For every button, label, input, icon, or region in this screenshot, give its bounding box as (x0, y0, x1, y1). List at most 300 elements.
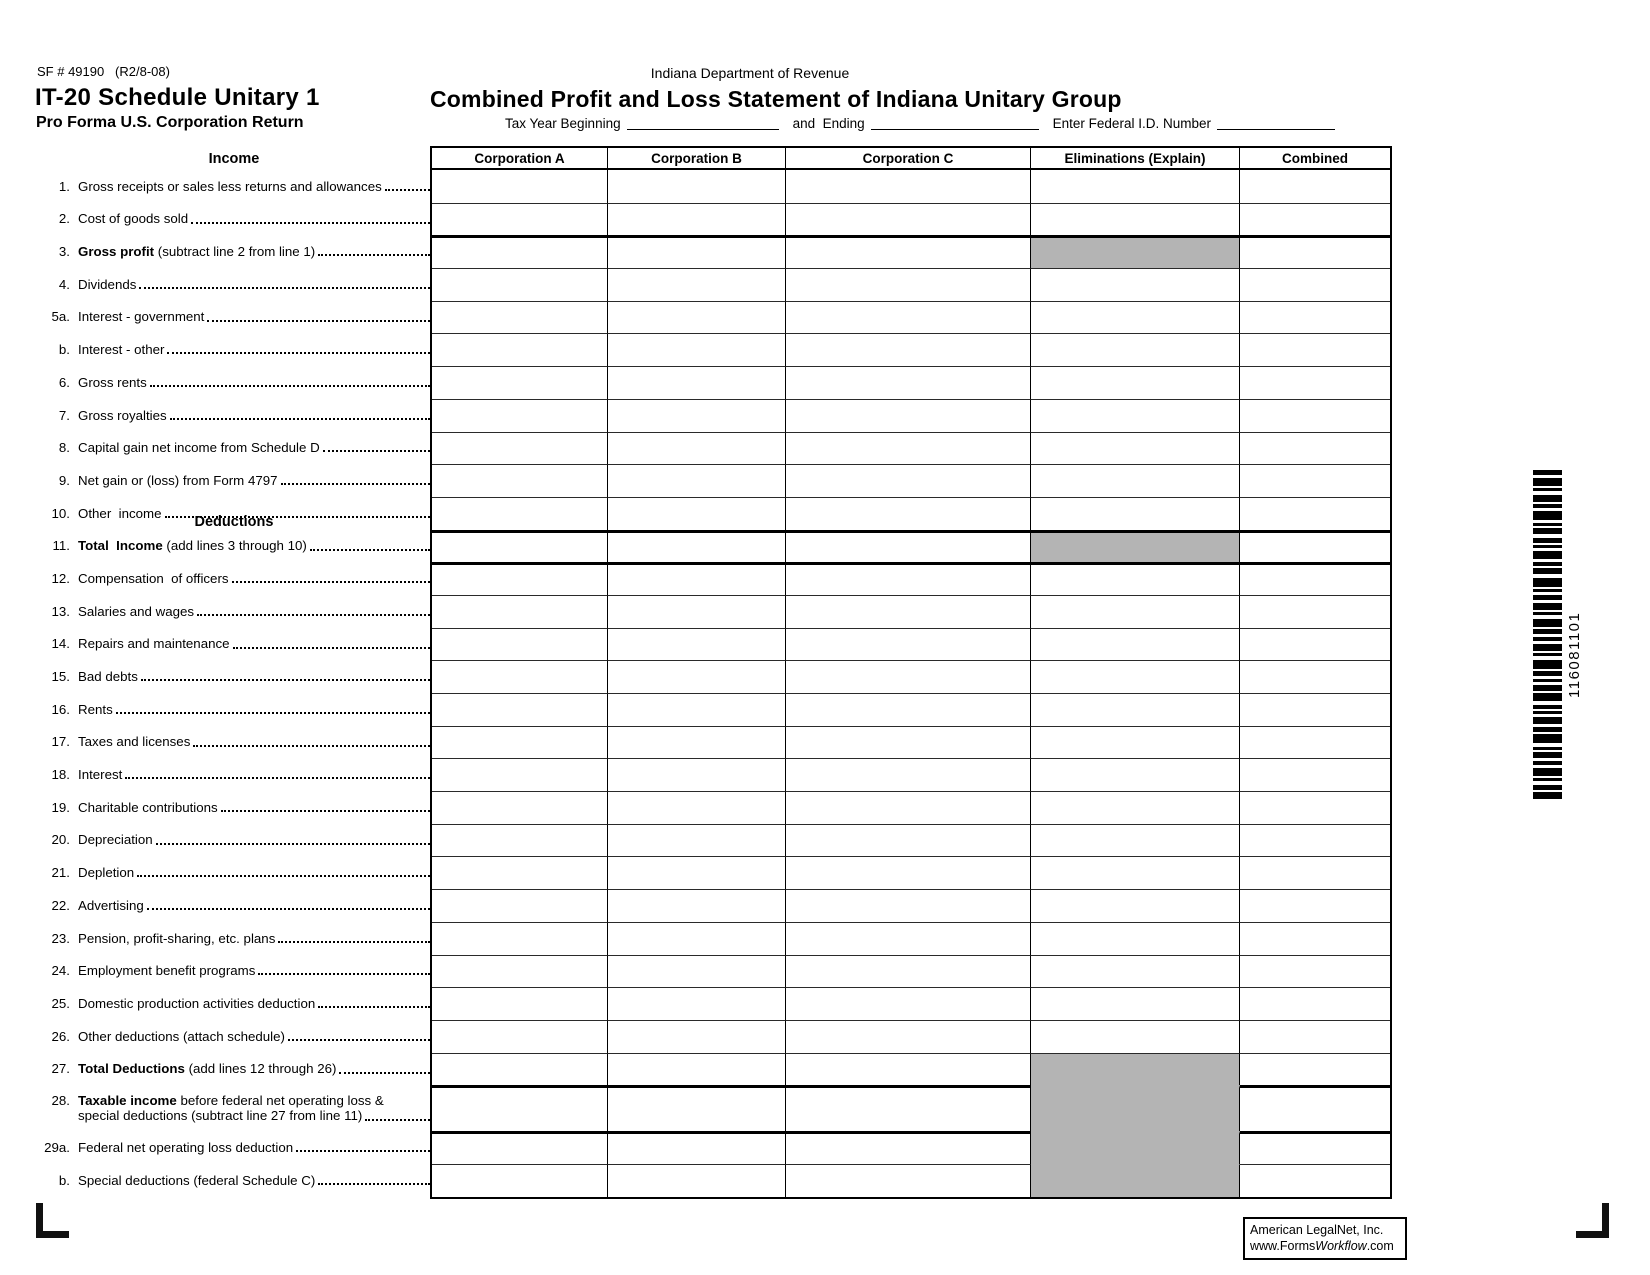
cell-line12-corp-c[interactable] (786, 562, 1031, 595)
line-number: 9. (58, 472, 70, 488)
cell-line6-combined[interactable] (1240, 366, 1390, 399)
barcode-bar (1533, 612, 1562, 615)
line-label-28 (36, 1085, 432, 1131)
line-label-text: (subtract line 2 from line 1) (154, 244, 316, 260)
cell-line10-combined[interactable] (1240, 497, 1390, 530)
cell-line8-corp-b[interactable] (608, 432, 786, 465)
form-row-line-6 (36, 366, 1390, 399)
line-label-bold: Total Deductions (78, 1061, 185, 1077)
cell-line15-corp-c[interactable] (786, 660, 1031, 693)
line-number: 19. (51, 799, 70, 815)
cell-line13-eliminations[interactable] (1031, 595, 1240, 628)
cell-line11-combined[interactable] (1240, 530, 1390, 563)
cell-line5a-corp-b[interactable] (608, 301, 786, 334)
line-number: 21. (51, 865, 70, 881)
line-number: 1. (58, 178, 70, 194)
cell-line29b-corp-a[interactable] (432, 1164, 608, 1197)
form-row-line-5a (36, 301, 1390, 334)
cell-line24-combined[interactable] (1240, 955, 1390, 988)
line-label-text: Depreciation (78, 832, 153, 848)
barcode-bar (1533, 470, 1562, 475)
cell-line1-combined[interactable] (1240, 170, 1390, 203)
agency-name: Indiana Department of Revenue (650, 65, 850, 81)
cell-line3-corp-b[interactable] (608, 235, 786, 268)
barcode-bar (1533, 603, 1562, 610)
line-number: 27. (51, 1061, 70, 1077)
line-label-text: (add lines 12 through 26) (184, 1061, 337, 1077)
section-title-income: Income (208, 151, 260, 167)
barcode-bar (1533, 685, 1562, 691)
form-row-line-10 (36, 497, 1390, 530)
line-label-text: Federal net operating loss deduction (78, 1139, 294, 1155)
line-label-24 (36, 955, 432, 988)
line-number: 18. (51, 767, 70, 783)
dotted-leader (139, 287, 430, 289)
barcode-bar (1533, 629, 1562, 634)
line-number: 8. (58, 440, 70, 456)
cell-line22-combined[interactable] (1240, 889, 1390, 922)
line-number: 26. (51, 1028, 70, 1044)
cell-line7-corp-c[interactable] (786, 399, 1031, 432)
cell-line23-corp-b[interactable] (608, 922, 786, 955)
cell-line19-corp-a[interactable] (432, 791, 608, 824)
barcode-bar (1533, 637, 1562, 641)
cell-line23-eliminations[interactable] (1031, 922, 1240, 955)
cell-line2-corp-b[interactable] (608, 203, 786, 236)
cell-line23-combined[interactable] (1240, 922, 1390, 955)
cell-line9-corp-a[interactable] (432, 464, 608, 497)
cell-line21-corp-c[interactable] (786, 856, 1031, 889)
cell-line11-corp-b[interactable] (608, 530, 786, 563)
dotted-leader (167, 352, 430, 354)
form-row-line-19 (36, 791, 1390, 824)
cell-line26-corp-c[interactable] (786, 1020, 1031, 1053)
line-number: 11. (52, 538, 70, 554)
cell-line16-combined[interactable] (1240, 693, 1390, 726)
line-label-text: Taxes and licenses (78, 734, 191, 750)
cell-line20-eliminations[interactable] (1031, 824, 1240, 857)
barcode-bar (1533, 792, 1562, 799)
cell-line1-eliminations[interactable] (1031, 170, 1240, 203)
cell-line29a-corp-b[interactable] (608, 1131, 786, 1164)
cell-line9-corp-c[interactable] (786, 464, 1031, 497)
cell-line16-eliminations[interactable] (1031, 693, 1240, 726)
cell-line25-corp-b[interactable] (608, 987, 786, 1020)
cell-line4-eliminations[interactable] (1031, 268, 1240, 301)
form-row-line-29a (36, 1131, 1390, 1164)
form-row-line-23 (36, 922, 1390, 955)
cell-line23-corp-a[interactable] (432, 922, 608, 955)
cell-line22-corp-c[interactable] (786, 889, 1031, 922)
cell-line5b-corp-c[interactable] (786, 333, 1031, 366)
cell-line4-corp-a[interactable] (432, 268, 608, 301)
line-label-bold: Gross profit (78, 244, 155, 260)
tax-year-beginning-field[interactable] (627, 114, 779, 130)
registration-mark-bottom-left (36, 1203, 69, 1238)
form-row-line-26 (36, 1020, 1390, 1053)
cell-line13-corp-c[interactable] (786, 595, 1031, 628)
cell-line5b-combined[interactable] (1240, 333, 1390, 366)
cell-line13-combined[interactable] (1240, 595, 1390, 628)
cell-line6-corp-c[interactable] (786, 366, 1031, 399)
barcode-bar (1533, 761, 1562, 765)
cell-line10-eliminations[interactable] (1031, 497, 1240, 530)
line-label-text: Bad debts (78, 669, 138, 685)
cell-line20-corp-b[interactable] (608, 824, 786, 857)
cell-line2-eliminations[interactable] (1031, 203, 1240, 236)
line-label-20 (36, 824, 432, 857)
line-label-bold: Total Income (78, 538, 163, 554)
form-row-line-20 (36, 824, 1390, 857)
cell-line20-combined[interactable] (1240, 824, 1390, 857)
cell-line23-corp-c[interactable] (786, 922, 1031, 955)
line-label-12 (36, 562, 432, 595)
cell-line29b-eliminations (1031, 1164, 1240, 1197)
line-label-text: Net gain or (loss) from Form 4797 (78, 472, 278, 488)
line-label-text-2: special deductions (subtract line 27 from line 11) (78, 1108, 363, 1124)
line-label-9 (36, 464, 432, 497)
cell-line12-eliminations[interactable] (1031, 562, 1240, 595)
line-label-text: Dividends (78, 276, 137, 292)
dotted-leader (281, 483, 430, 485)
line-label-text: Domestic production activities deduction (78, 995, 316, 1011)
main-title: Combined Profit and Loss Statement of Indiana Unitary Group (430, 86, 1122, 112)
line-label-27 (36, 1053, 432, 1086)
cell-line17-corp-b[interactable] (608, 726, 786, 759)
cell-line15-eliminations[interactable] (1031, 660, 1240, 693)
cell-line14-corp-a[interactable] (432, 628, 608, 661)
line-label-text: Gross royalties (78, 407, 167, 423)
cell-line14-corp-c[interactable] (786, 628, 1031, 661)
cell-line3-corp-a[interactable] (432, 235, 608, 268)
cell-line26-corp-b[interactable] (608, 1020, 786, 1053)
barcode-bar (1533, 752, 1562, 758)
barcode-bar (1533, 488, 1562, 491)
line-label-11 (36, 530, 432, 563)
cell-line5a-eliminations[interactable] (1031, 301, 1240, 334)
cell-line19-corp-b[interactable] (608, 791, 786, 824)
cell-line3-combined[interactable] (1240, 235, 1390, 268)
cell-line2-combined[interactable] (1240, 203, 1390, 236)
cell-line24-corp-c[interactable] (786, 955, 1031, 988)
cell-line6-corp-a[interactable] (432, 366, 608, 399)
dotted-leader (147, 908, 430, 910)
cell-line16-corp-a[interactable] (432, 693, 608, 726)
cell-line9-corp-b[interactable] (608, 464, 786, 497)
cell-line16-corp-b[interactable] (608, 693, 786, 726)
line-label-text: Cost of goods sold (78, 211, 189, 227)
cell-line18-corp-a[interactable] (432, 758, 608, 791)
cell-line8-combined[interactable] (1240, 432, 1390, 465)
barcode-bar (1533, 660, 1562, 669)
cell-line14-corp-b[interactable] (608, 628, 786, 661)
form-row-line-17 (36, 726, 1390, 759)
cell-line17-corp-c[interactable] (786, 726, 1031, 759)
dotted-leader (296, 1150, 430, 1152)
cell-line25-corp-a[interactable] (432, 987, 608, 1020)
cell-line1-corp-b[interactable] (608, 170, 786, 203)
barcode-bar (1533, 778, 1562, 781)
line-label-16 (36, 693, 432, 726)
cell-line10-corp-a[interactable] (432, 497, 608, 530)
barcode-bar (1533, 619, 1562, 627)
cell-line4-corp-b[interactable] (608, 268, 786, 301)
cell-line18-combined[interactable] (1240, 758, 1390, 791)
cell-line29a-combined[interactable] (1240, 1131, 1390, 1164)
cell-line1-corp-c[interactable] (786, 170, 1031, 203)
barcode-number: 116081101 (1566, 611, 1583, 699)
cell-line27-combined[interactable] (1240, 1053, 1390, 1086)
barcode-bar (1533, 747, 1562, 750)
cell-line1-corp-a[interactable] (432, 170, 608, 203)
cell-line11-eliminations (1031, 530, 1240, 563)
cell-line29b-corp-b[interactable] (608, 1164, 786, 1197)
cell-line10-corp-c[interactable] (786, 497, 1031, 530)
barcode-bar (1533, 589, 1562, 592)
cell-line28-combined[interactable] (1240, 1085, 1390, 1131)
cell-line5a-corp-a[interactable] (432, 301, 608, 334)
cell-line5a-combined[interactable] (1240, 301, 1390, 334)
cell-line17-corp-a[interactable] (432, 726, 608, 759)
cell-line5b-corp-b[interactable] (608, 333, 786, 366)
form-title: IT-20 Schedule Unitary 1 (35, 84, 320, 111)
cell-line11-corp-a[interactable] (432, 530, 608, 563)
cell-line24-eliminations[interactable] (1031, 955, 1240, 988)
barcode-bar (1533, 734, 1562, 743)
form-row-line-25 (36, 987, 1390, 1020)
form-row-line-12 (36, 562, 1390, 595)
cell-line26-combined[interactable] (1240, 1020, 1390, 1053)
barcode-bar (1533, 785, 1562, 790)
line-number: 4. (58, 276, 70, 292)
cell-line21-eliminations[interactable] (1031, 856, 1240, 889)
cell-line21-corp-b[interactable] (608, 856, 786, 889)
cell-line12-corp-a[interactable] (432, 562, 608, 595)
cell-line21-combined[interactable] (1240, 856, 1390, 889)
cell-line9-combined[interactable] (1240, 464, 1390, 497)
line-label-text: (add lines 3 through 10) (162, 538, 307, 554)
federal-id-label: Enter Federal I.D. Number (1052, 116, 1211, 131)
line-number: 20. (51, 832, 70, 848)
line-number: 3. (58, 244, 70, 260)
legalnet-line2: www.FormsWorkflow.com (1250, 1239, 1394, 1254)
cell-line8-corp-c[interactable] (786, 432, 1031, 465)
line-label-text: Employment benefit programs (78, 963, 256, 979)
cell-line14-eliminations[interactable] (1031, 628, 1240, 661)
line-label-2 (36, 203, 432, 236)
column-header-combined: Combined (1240, 148, 1390, 170)
cell-line29b-corp-c[interactable] (786, 1164, 1031, 1197)
cell-line6-eliminations[interactable] (1031, 366, 1240, 399)
dotted-leader (156, 843, 430, 845)
form-row-line-15 (36, 660, 1390, 693)
cell-line28-corp-b[interactable] (608, 1085, 786, 1131)
cell-line15-corp-b[interactable] (608, 660, 786, 693)
dotted-leader (137, 875, 430, 877)
cell-line29b-combined[interactable] (1240, 1164, 1390, 1197)
cell-line6-corp-b[interactable] (608, 366, 786, 399)
line-label-18 (36, 758, 432, 791)
dotted-leader (288, 1039, 430, 1041)
line-number: 17. (51, 734, 70, 750)
cell-line7-corp-a[interactable] (432, 399, 608, 432)
cell-line15-corp-a[interactable] (432, 660, 608, 693)
cell-line7-corp-b[interactable] (608, 399, 786, 432)
line-label-7 (36, 399, 432, 432)
cell-line2-corp-a[interactable] (432, 203, 608, 236)
cell-line16-corp-c[interactable] (786, 693, 1031, 726)
cell-line24-corp-b[interactable] (608, 955, 786, 988)
cell-line8-eliminations[interactable] (1031, 432, 1240, 465)
form-row-line-4 (36, 268, 1390, 301)
line-label-text: Depletion (78, 865, 135, 881)
cell-line12-corp-b[interactable] (608, 562, 786, 595)
dotted-leader (150, 385, 430, 387)
line-label-text: Gross receipts or sales less returns and allowances (78, 178, 382, 194)
cell-line29a-corp-a[interactable] (432, 1131, 608, 1164)
line-label-17 (36, 726, 432, 759)
dotted-leader (207, 320, 430, 322)
dotted-leader (318, 254, 430, 256)
cell-line18-corp-b[interactable] (608, 758, 786, 791)
form-row-line-11 (36, 530, 1390, 563)
dotted-leader (310, 549, 430, 551)
cell-line3-corp-c[interactable] (786, 235, 1031, 268)
cell-line22-eliminations[interactable] (1031, 889, 1240, 922)
line-label-bold: Taxable income (78, 1092, 177, 1108)
cell-line21-corp-a[interactable] (432, 856, 608, 889)
form-row-line-22 (36, 889, 1390, 922)
barcode-bar (1533, 578, 1562, 587)
cell-line27-corp-a[interactable] (432, 1053, 608, 1086)
cell-line7-combined[interactable] (1240, 399, 1390, 432)
line-label-10 (36, 497, 432, 530)
line-label-1 (36, 170, 432, 203)
line-number: 10. (51, 505, 70, 521)
cell-line25-eliminations[interactable] (1031, 987, 1240, 1020)
form-row-line-5b (36, 333, 1390, 366)
dotted-leader (258, 973, 430, 975)
cell-line5a-corp-c[interactable] (786, 301, 1031, 334)
line-number: 5a. (51, 309, 70, 325)
line-number: 7. (58, 407, 70, 423)
cell-line2-corp-c[interactable] (786, 203, 1031, 236)
dotted-leader (318, 1183, 430, 1185)
line-label-text: Special deductions (federal Schedule C) (78, 1172, 316, 1188)
barcode-bar (1533, 595, 1562, 600)
line-label-5b (36, 333, 432, 366)
cell-line7-eliminations[interactable] (1031, 399, 1240, 432)
cell-line22-corp-a[interactable] (432, 889, 608, 922)
cell-line20-corp-c[interactable] (786, 824, 1031, 857)
cell-line10-corp-b[interactable] (608, 497, 786, 530)
legalnet-line1: American LegalNet, Inc. (1250, 1223, 1384, 1237)
line-label-text: Interest - other (78, 342, 165, 358)
cell-line14-combined[interactable] (1240, 628, 1390, 661)
cell-line19-eliminations[interactable] (1031, 791, 1240, 824)
cell-line27-corp-c[interactable] (786, 1053, 1031, 1086)
cell-line5b-eliminations[interactable] (1031, 333, 1240, 366)
line-label-text: Interest - government (78, 309, 205, 325)
line-number: 15. (51, 669, 70, 685)
form-row-line-18 (36, 758, 1390, 791)
cell-line26-corp-a[interactable] (432, 1020, 608, 1053)
cell-line4-combined[interactable] (1240, 268, 1390, 301)
dotted-leader (339, 1072, 430, 1074)
cell-line29a-corp-c[interactable] (786, 1131, 1031, 1164)
cell-line15-combined[interactable] (1240, 660, 1390, 693)
cell-line8-corp-a[interactable] (432, 432, 608, 465)
dotted-leader (193, 745, 430, 747)
form-row-line-1 (36, 170, 1390, 203)
tax-year-line (505, 114, 1335, 131)
tax-year-ending-field[interactable] (871, 114, 1039, 130)
cell-line12-combined[interactable] (1240, 562, 1390, 595)
cell-line27-corp-b[interactable] (608, 1053, 786, 1086)
cell-line25-corp-c[interactable] (786, 987, 1031, 1020)
cell-line26-eliminations[interactable] (1031, 1020, 1240, 1053)
cell-line18-corp-c[interactable] (786, 758, 1031, 791)
cell-line11-corp-c[interactable] (786, 530, 1031, 563)
column-header-corp-a: Corporation A (432, 148, 608, 170)
barcode (1533, 470, 1562, 802)
dotted-leader (221, 810, 430, 812)
cell-line4-corp-c[interactable] (786, 268, 1031, 301)
legalnet-box (1243, 1217, 1407, 1260)
barcode-bar (1533, 653, 1562, 656)
cell-line19-combined[interactable] (1240, 791, 1390, 824)
header-label-spacer (36, 148, 432, 170)
form-row-line-3 (36, 235, 1390, 268)
cell-line5b-corp-a[interactable] (432, 333, 608, 366)
dotted-leader (191, 222, 430, 224)
cell-line24-corp-a[interactable] (432, 955, 608, 988)
cell-line17-eliminations[interactable] (1031, 726, 1240, 759)
cell-line25-combined[interactable] (1240, 987, 1390, 1020)
cell-line9-eliminations[interactable] (1031, 464, 1240, 497)
cell-line13-corp-b[interactable] (608, 595, 786, 628)
federal-id-field[interactable] (1217, 114, 1335, 130)
barcode-bar (1533, 693, 1562, 701)
cell-line28-corp-c[interactable] (786, 1085, 1031, 1131)
form-row-line-14 (36, 628, 1390, 661)
dotted-leader (232, 581, 430, 583)
line-label-22 (36, 889, 432, 922)
dotted-leader (141, 679, 430, 681)
cell-line13-corp-a[interactable] (432, 595, 608, 628)
barcode-bar (1533, 727, 1562, 732)
line-label-text: Rents (78, 701, 113, 717)
cell-line28-corp-a[interactable] (432, 1085, 608, 1131)
cell-line20-corp-a[interactable] (432, 824, 608, 857)
line-number: 25. (51, 995, 70, 1011)
cell-line18-eliminations[interactable] (1031, 758, 1240, 791)
line-label-text: Advertising (78, 897, 144, 913)
line-label-text: Repairs and maintenance (78, 636, 230, 652)
form-row-line-27 (36, 1053, 1390, 1086)
line-number: 22. (51, 897, 70, 913)
cell-line22-corp-b[interactable] (608, 889, 786, 922)
line-label-text: Interest (78, 767, 123, 783)
barcode-bar (1533, 705, 1562, 709)
cell-line29a-eliminations (1031, 1131, 1240, 1164)
line-number: 29a. (44, 1139, 70, 1155)
cell-line19-corp-c[interactable] (786, 791, 1031, 824)
cell-line17-combined[interactable] (1240, 726, 1390, 759)
line-number: 12. (51, 570, 70, 586)
form-row-line-9 (36, 464, 1390, 497)
barcode-bar (1533, 551, 1562, 559)
